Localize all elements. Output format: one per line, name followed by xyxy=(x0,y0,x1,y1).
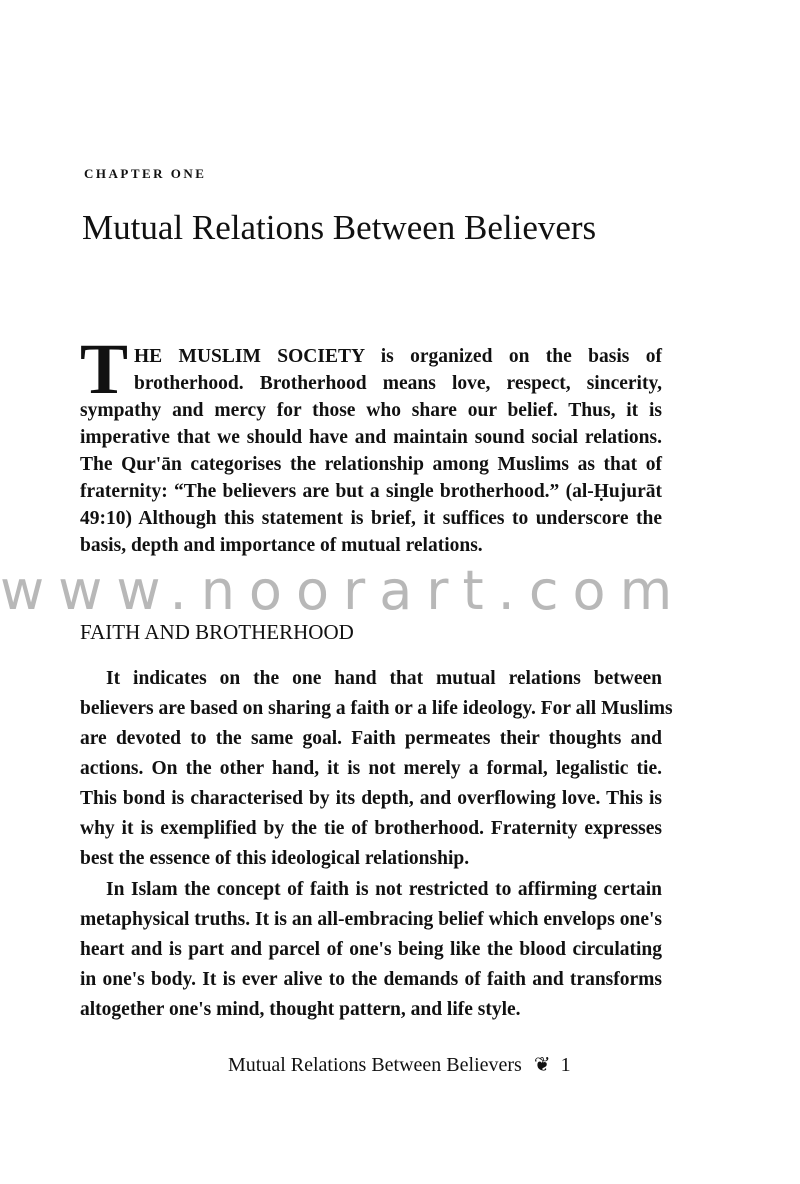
paragraph-3 xyxy=(80,875,662,1025)
text-line: imperative that we should have and maintain sound social relations. xyxy=(80,427,662,448)
watermark: www.noorart.com xyxy=(0,566,687,616)
text-line: best the essence of this ideological relationship. xyxy=(80,848,470,869)
text-line: HE MUSLIM SOCIETY is organized on the basis of xyxy=(134,346,662,367)
paragraph-2 xyxy=(80,664,673,874)
text-line: brotherhood. Brotherhood means love, respect, sincerity, xyxy=(134,373,662,394)
text-line: heart and is part and parcel of one's being like the blood circulating xyxy=(80,939,662,960)
text-line: why it is exemplified by the tie of brotherhood. Fraternity expresses xyxy=(80,818,662,839)
text-line: believers are based on sharing a faith or a life ideology. For all Muslims xyxy=(80,698,673,719)
section-heading: FAITH AND BROTHERHOOD xyxy=(80,620,354,644)
text-line: 49:10) Although this statement is brief, it suffices to underscore the xyxy=(80,508,662,529)
text-line: are devoted to the same goal. Faith permeates their thoughts and xyxy=(80,728,662,749)
paragraph-1 xyxy=(80,343,662,559)
text-line: metaphysical truths. It is an all-embracing belief which envelops one's xyxy=(80,909,662,930)
text-line: altogether one's mind, thought pattern, and life style. xyxy=(80,999,521,1020)
text-line: in one's body. It is ever alive to the demands of faith and transforms xyxy=(80,969,662,990)
page-number: 1 xyxy=(560,1054,571,1076)
text-line: sympathy and mercy for those who share our belief. Thus, it is xyxy=(80,400,662,421)
text-line: actions. On the other hand, it is not merely a formal, legalistic tie. xyxy=(80,758,662,779)
text-line: In Islam the concept of faith is not restricted to affirming certain xyxy=(106,879,662,900)
ornament-icon: ❦ xyxy=(533,1054,551,1076)
running-title: Mutual Relations Between Believers xyxy=(228,1054,522,1076)
drop-cap: T xyxy=(80,340,128,398)
text-line: fraternity: “The believers are but a single brotherhood.” (al-Ḥujurāt xyxy=(80,481,662,502)
page-footer xyxy=(228,1052,571,1077)
text-line: This bond is characterised by its depth, and overflowing love. This is xyxy=(80,788,662,809)
text-line: The Qur'ān categorises the relationship among Muslims as that of xyxy=(80,454,662,475)
text-line: basis, depth and importance of mutual relations. xyxy=(80,535,483,556)
chapter-label: CHAPTER ONE xyxy=(84,166,207,181)
chapter-title: Mutual Relations Between Believers xyxy=(82,208,597,247)
text-line: It indicates on the one hand that mutual relations between xyxy=(106,668,662,689)
